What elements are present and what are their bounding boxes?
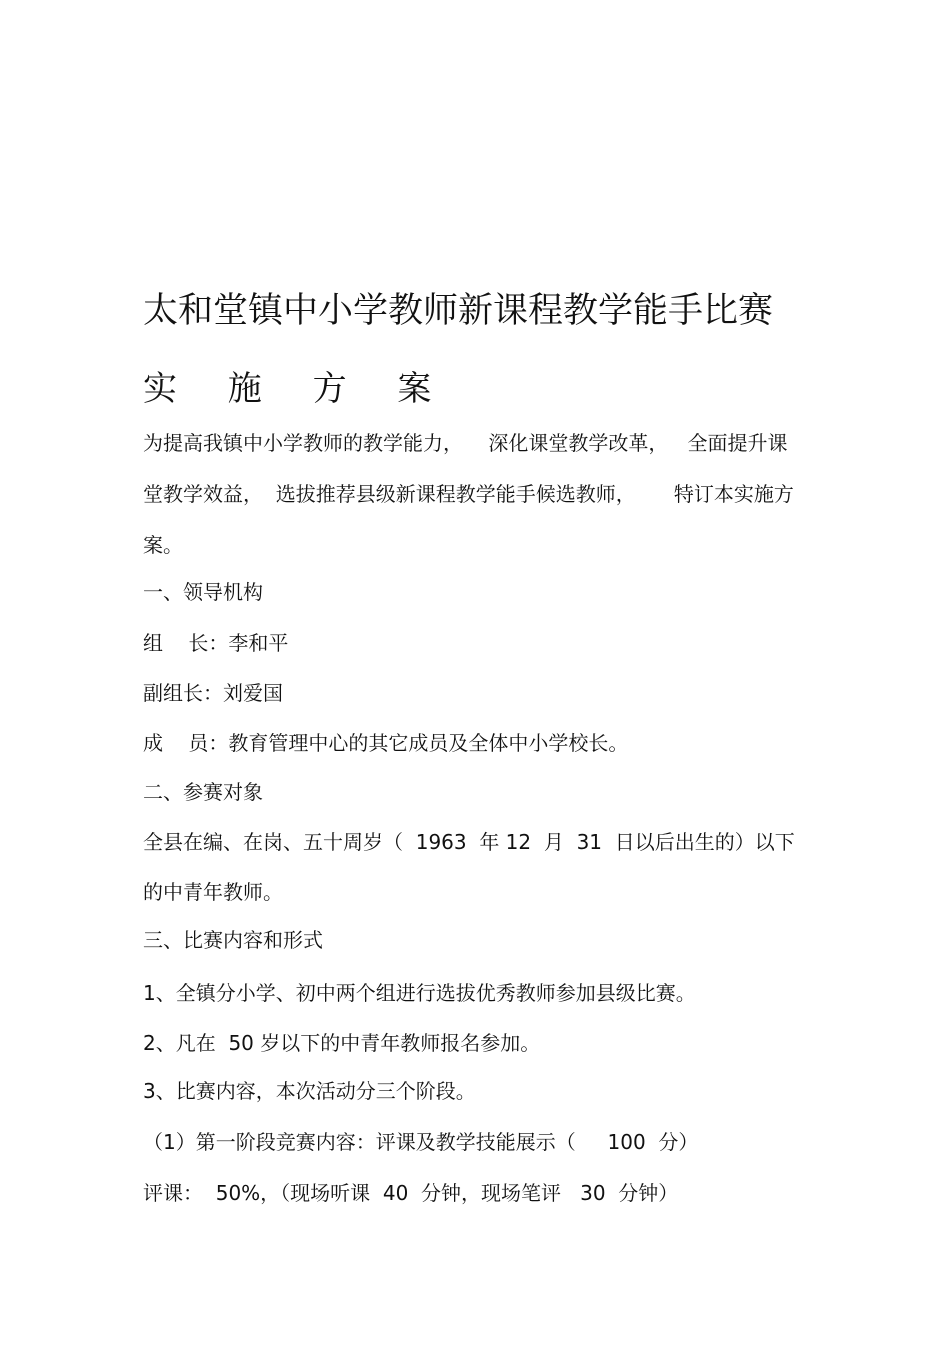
- paragraph-line: 全县在编、在岗、五十周岁（ 1963 年 12 月 31 日以后出生的）以下: [143, 830, 795, 854]
- leader-line: 组 长：李和平: [143, 631, 289, 655]
- paragraph-line: 堂教学效益， 选拔推荐县级新课程教学能手候选教师， 特订本实施方: [143, 482, 794, 506]
- paragraph-line: 的中青年教师。: [143, 880, 283, 904]
- section-heading: 二、参赛对象: [143, 780, 263, 804]
- section-heading: 三、比赛内容和形式: [143, 928, 323, 952]
- list-item: 3、比赛内容，本次活动分三个阶段。: [143, 1079, 476, 1103]
- list-item: 评课： 50%，（现场听课 40 分钟，现场笔评 30 分钟）: [143, 1181, 679, 1205]
- document-subtitle: 实 施 方 案: [143, 369, 452, 409]
- list-item: 2、凡在 50 岁以下的中青年教师报名参加。: [143, 1031, 541, 1055]
- section-heading: 一、领导机构: [143, 580, 263, 604]
- paragraph-line: 为提高我镇中小学教师的教学能力， 深化课堂教学改革， 全面提升课: [143, 431, 788, 455]
- list-item: （1）第一阶段竞赛内容：评课及教学技能展示（ 100 分）: [143, 1130, 699, 1154]
- document-title: 太和堂镇中小学教师新课程教学能手比赛: [143, 291, 774, 331]
- paragraph-line: 案。: [143, 533, 183, 557]
- vice-leader-line: 副组长：刘爱国: [143, 681, 283, 705]
- list-item: 1、全镇分小学、初中两个组进行选拔优秀教师参加县级比赛。: [143, 981, 696, 1005]
- members-line: 成 员：教育管理中心的其它成员及全体中小学校长。: [143, 731, 629, 755]
